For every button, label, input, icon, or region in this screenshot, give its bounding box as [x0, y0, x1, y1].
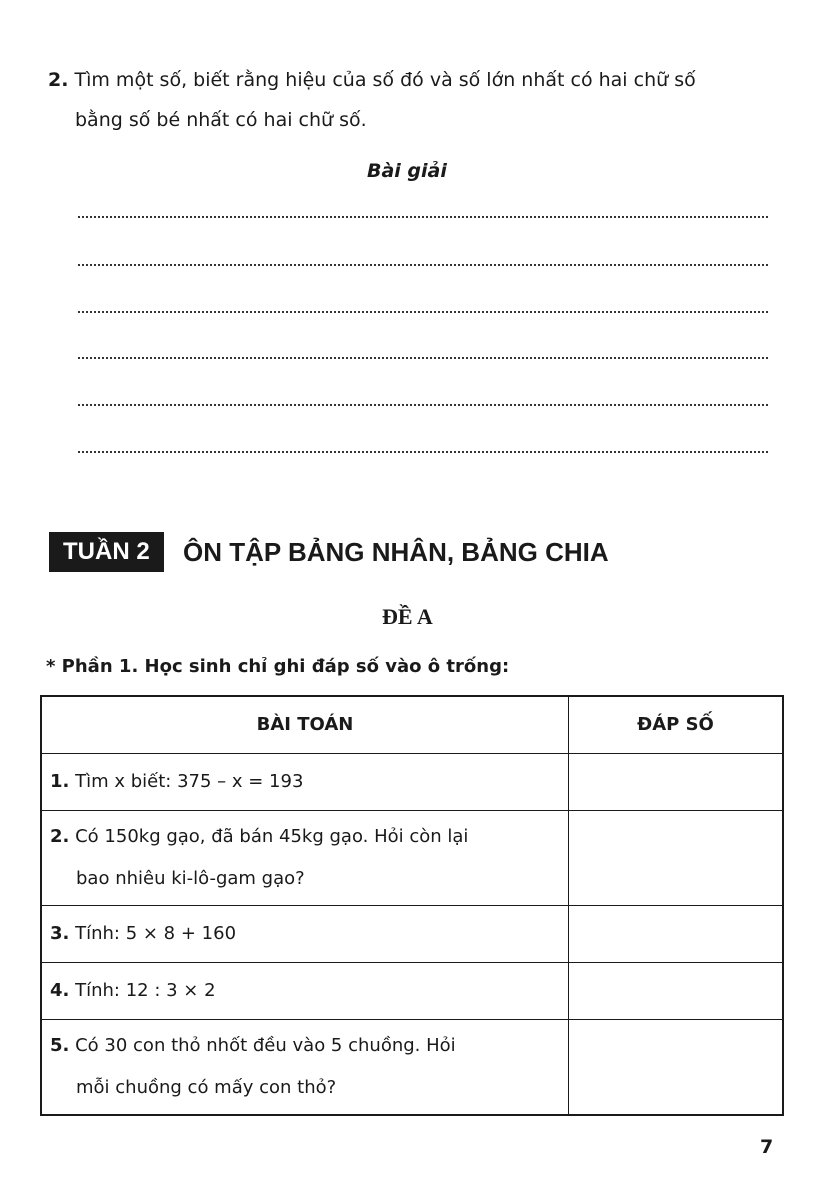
table-row: [41, 811, 783, 906]
header-problem: BÀI TOÁN: [41, 696, 569, 754]
answer-line[interactable]: [78, 264, 768, 266]
table-row: [41, 963, 783, 1020]
problem-cell: [41, 906, 569, 963]
part-1-instruction: * Phần 1. Học sinh chỉ ghi đáp số vào ô trống:: [46, 656, 510, 677]
answer-line[interactable]: [78, 216, 768, 218]
problem-number: 5.: [50, 1035, 70, 1056]
table-row: [41, 906, 783, 963]
answer-cell[interactable]: [569, 754, 784, 811]
problem-cell: [41, 754, 569, 811]
problem-text: Tính: 5 × 8 + 160: [75, 923, 237, 944]
solution-heading: Bài giải: [367, 160, 447, 182]
answer-line[interactable]: [78, 311, 768, 313]
answer-line[interactable]: [78, 404, 768, 406]
problem-text-line-1: Có 150kg gạo, đã bán 45kg gạo. Hỏi còn lại: [75, 826, 469, 847]
question-number: 2.: [48, 69, 69, 91]
problem-number: 3.: [50, 923, 70, 944]
week-title: ÔN TẬP BẢNG NHÂN, BẢNG CHIA: [183, 537, 609, 567]
problem-text-line-2: bao nhiêu ki-lô-gam gạo?: [76, 868, 305, 889]
problem-number: 4.: [50, 980, 70, 1001]
problem-cell: [41, 811, 569, 906]
answer-cell[interactable]: [569, 963, 784, 1020]
page-number: 7: [760, 1136, 774, 1158]
answer-line[interactable]: [78, 451, 768, 453]
problem-text-line-1: Có 30 con thỏ nhốt đều vào 5 chuồng. Hỏi: [75, 1035, 456, 1056]
problem-text: Tìm x biết: 375 – x = 193: [75, 771, 304, 792]
problem-text-line-2: mỗi chuồng có mấy con thỏ?: [76, 1077, 337, 1098]
table-row: [41, 754, 783, 811]
answer-cell[interactable]: [569, 906, 784, 963]
question-2-line-2: bằng số bé nhất có hai chữ số.: [75, 109, 367, 131]
week-badge: TUẦN 2: [49, 532, 164, 572]
answer-table: [40, 695, 784, 1116]
answer-cell[interactable]: [569, 1020, 784, 1116]
answer-line[interactable]: [78, 357, 768, 359]
problem-number: 1.: [50, 771, 70, 792]
problem-number: 2.: [50, 826, 70, 847]
question-text: Tìm một số, biết rằng hiệu của số đó và số lớn nhất có hai chữ số: [74, 69, 696, 91]
problem-text: Tính: 12 : 3 × 2: [75, 980, 216, 1001]
table-row: [41, 1020, 783, 1116]
table-header-row: [41, 696, 783, 754]
question-2-line-1: [48, 68, 696, 92]
problem-cell: [41, 963, 569, 1020]
answer-cell[interactable]: [569, 811, 784, 906]
header-answer: ĐÁP SỐ: [569, 696, 784, 754]
section-title: ĐỀ A: [382, 604, 433, 629]
problem-cell: [41, 1020, 569, 1116]
